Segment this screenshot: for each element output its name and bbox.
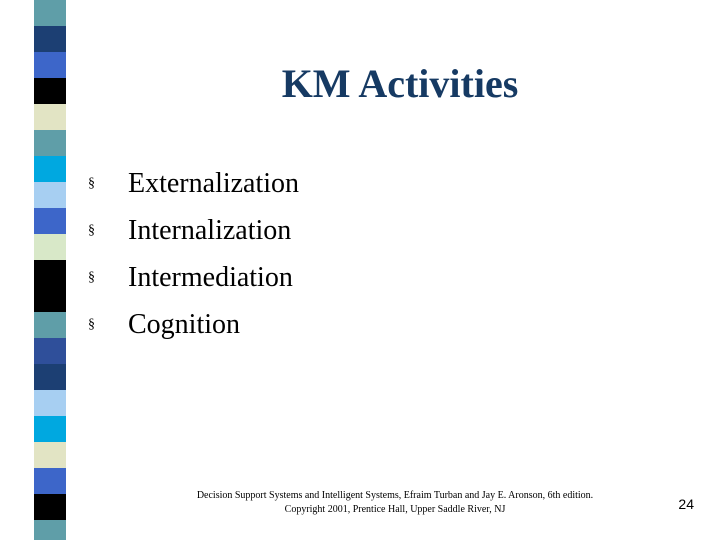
bullet-text: Intermediation [128,261,293,293]
stripe-block [34,78,66,104]
bullet-item-internalization [88,207,299,254]
stripe-block [34,0,66,26]
slide-title: KM Activities [281,61,519,106]
stripe-block [34,494,66,520]
stripe-block [34,416,66,442]
stripe-block [34,234,66,260]
bullet-marker-icon: § [88,222,95,238]
stripe-block [34,442,66,468]
stripe-block [34,260,66,286]
stripe-block [34,104,66,130]
bullet-text: Internalization [128,214,292,246]
stripe-block [34,286,66,312]
stripe-block [34,208,66,234]
bullet-item-externalization [88,160,299,207]
stripe-block [34,182,66,208]
bullet-item-cognition [88,301,299,348]
bullet-marker-icon: § [88,316,95,332]
stripe-block [34,130,66,156]
bullet-marker-icon: § [88,269,95,285]
stripe-block [34,520,66,540]
bullet-list [88,160,299,348]
footer-citation [175,489,615,517]
footer-citation-line-2: Copyright 2001, Prentice Hall, Upper Saddle River, NJ [284,504,506,515]
stripe-block [34,338,66,364]
stripe-block [34,26,66,52]
decorative-color-stripe [34,0,66,540]
stripe-block [34,468,66,494]
stripe-block [34,156,66,182]
page-number: 24 [678,496,694,512]
stripe-block [34,52,66,78]
bullet-marker-icon: § [88,175,95,191]
footer-citation-line-1: Decision Support Systems and Intelligent Systems, Efraim Turban and Jay E. Aronson, 6th edition. [196,490,594,501]
stripe-block [34,312,66,338]
stripe-block [34,364,66,390]
bullet-item-intermediation [88,254,299,301]
stripe-block [34,390,66,416]
bullet-text: Externalization [128,167,300,199]
bullet-text: Cognition [128,308,241,340]
